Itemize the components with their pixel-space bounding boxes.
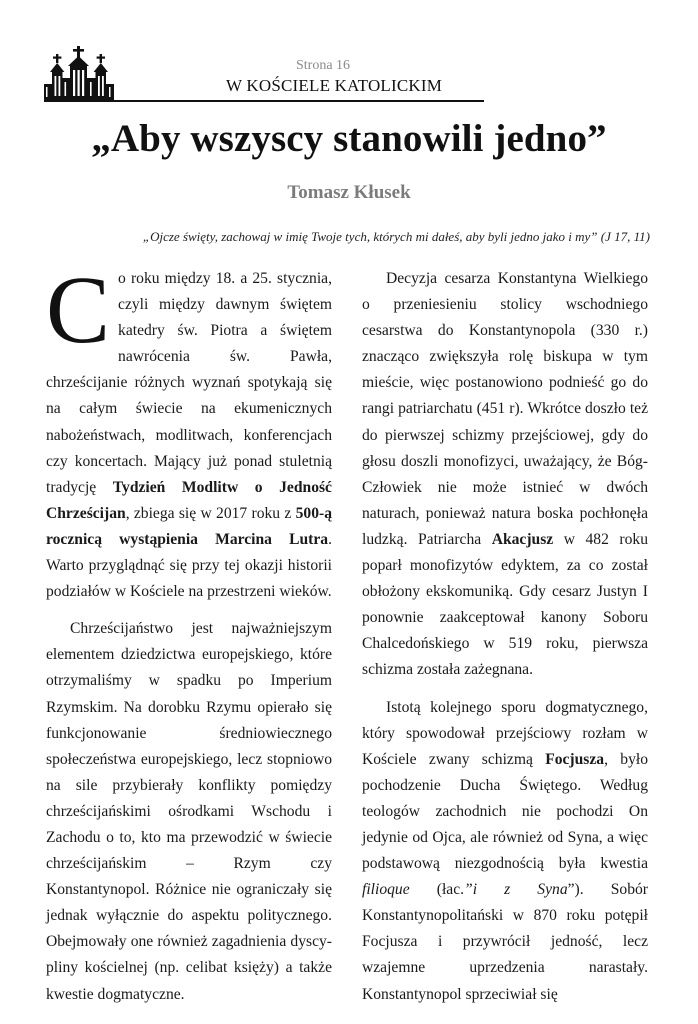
church-skyline-icon [44, 44, 114, 102]
text-run: Istotą kolejnego sporu dogmatycznego, który spowodował przejściowy rozłam w Kościele zwany schizmą [362, 698, 648, 768]
text-run: , było pochodzenie Ducha Świętego. Według teologów zachodnich nie pochodzi On jedynie od Ojca, ale również od Syna, a więc podstawową niezgodnością była kwestia [362, 750, 648, 873]
bold-text: Akacjusz [491, 530, 554, 548]
text-run: ”). Sobór Konstantynopolitański w 870 roku potępił Focjusza i przywrócił jedność, lecz wzajemne uprzedzenia narastały. Konstantynopol sprzeciwiał się [362, 881, 648, 1003]
text-run: o roku między 18. a 25. stycznia, czyli między dawnym świętem katedry św. Piotra a świętem nawrócenia św. Pawła, chrześcijanie różnych wyznań spotykają się na całym świecie na ekumenicznych nabożeństwach, modlitwach, konferencjach czy koncertach. Mający już ponad stuletnią tradycję [46, 270, 332, 496]
right-column [362, 266, 648, 1019]
page-header [44, 44, 484, 104]
paragraph: Chrześcijaństwo jest najważniejszym elementem dziedzictwa europejskiego, które otrzymaliśmy w spadku po Imperium Rzymskim. Na dorobku Rzymu opierało się funkcjonowanie średniowiecznego społeczeństwa europejskiego, lecz stopniowo na sile przybierały konflikty pomiędzy chrześcijańskimi ośrodkami Wschodu i Zachodu o to, kto ma przewodzić w świecie chrześcijańskim – Rzym czy Konstantynopol. Różnice nie ograniczały się jednak wyłącznie do aspektu politycznego. Obejmowały one również zagadnienia dyscypliny kościelnej (np. celibat księży) a także kwestie dogmatyczne. [46, 620, 332, 1003]
text-run: w 482 roku poparł monofizytów edyktem, za co został obłożony ekskomuniką. Gdy cesarz Justyn I ponownie zaakceptował kanony Soboru Chalcedońskiego w 519 roku, pierwsza schizma została zażegnana. [362, 530, 648, 679]
bold-text: 500-ą rocznicą wystąpienia Marcina Lutra [46, 504, 332, 548]
page-number: Strona 16 [296, 58, 351, 73]
article-title: „Aby wszyscy stanowili jedno” [91, 117, 607, 160]
header-rule [44, 100, 484, 102]
text-run: , zbiega się w 2017 roku z [125, 504, 296, 522]
left-column [46, 256, 332, 1019]
drop-cap: C [46, 256, 111, 363]
section-title: W KOŚCIELE KATOLICKIM [226, 76, 443, 95]
text-run: (łac. [409, 881, 465, 899]
bold-text: Tydzień Modlitw o Jedność Chrześcijan [46, 478, 332, 522]
paragraph [362, 695, 648, 1008]
article-motto: „Ojcze święty, zachowaj w imię Twoje tych, których mi dałeś, aby byli jedno jako i my” (J 17, 11) [142, 229, 650, 244]
article-author: Tomasz Kłusek [287, 182, 411, 203]
italic-text: ”i z Syna [464, 881, 568, 899]
text-run: Decyzja cesarza Konstantyna Wielkiego o przeniesieniu stolicy wschodniego cesarstwa do Konstantynopola (330 r.) znacząco zwiększyła rolę biskupa w tym mieście, więc postanowiono podnieść go do rangi patriarchatu (451 r). Wkrótce doszło też do pierwszej schizmy przejściowej, gdy do głosu doszli monofizyci, uważający, że Bóg-Człowiek nie może istnieć w dwóch naturach, ponieważ natura boska pochłonęła ludzką. Patriarcha [362, 270, 648, 548]
text-run: . Warto przyglądnąć się przy tej okazji historii podziałów w Kościele na przestrzeni wieków. [46, 530, 332, 601]
italic-text: filioque [362, 881, 410, 899]
paragraph [362, 266, 648, 684]
bold-text: Focjusza [545, 750, 605, 768]
paragraph [46, 256, 332, 605]
